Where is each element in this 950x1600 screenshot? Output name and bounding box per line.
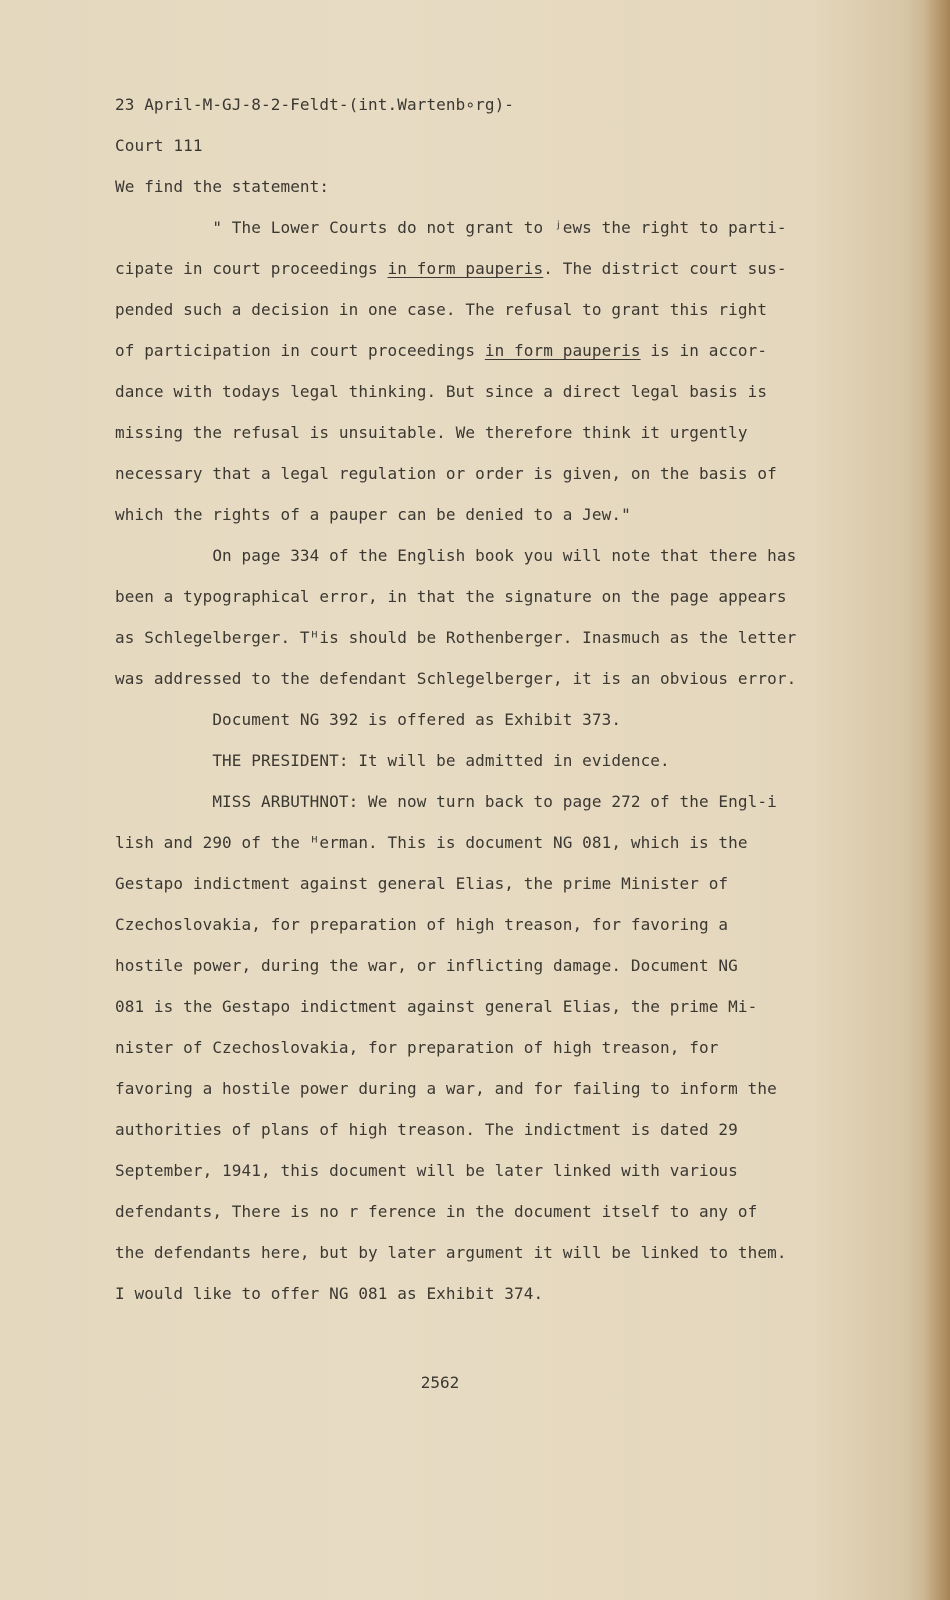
- text-line: was addressed to the defendant Schlegelberger, it is an obvious error.: [115, 669, 797, 688]
- text-line: hostile power, during the war, or inflicting damage. Document NG: [115, 956, 738, 975]
- typed-transcript: [115, 84, 845, 1314]
- text-segment: cipate in court proceedings: [115, 259, 388, 278]
- text-line: Czechoslovakia, for preparation of high treason, for favoring a: [115, 915, 729, 934]
- text-line: We find the statement:: [115, 177, 330, 196]
- text-line: [115, 248, 845, 289]
- text-line: the defendants here, but by later argument it will be linked to them.: [115, 1243, 787, 1262]
- header-line-session: 23 April-M-GJ-8-2-Feldt-(int.Wartenb∘rg)-: [115, 95, 515, 114]
- text-line: nister of Czechoslovakia, for preparation of high treason, for: [115, 1038, 719, 1057]
- text-line: lish and 290 of the ᴴerman. This is document NG 081, which is the: [115, 833, 748, 852]
- text-segment: of participation in court proceedings: [115, 341, 485, 360]
- text-line: THE PRESIDENT: It will be admitted in evidence.: [115, 751, 670, 770]
- text-line: On page 334 of the English book you will note that there has: [115, 546, 797, 565]
- text-segment: is in accor-: [640, 341, 768, 360]
- page-number: 2562: [420, 1373, 460, 1392]
- text-line: missing the refusal is unsuitable. We therefore think it urgently: [115, 423, 748, 442]
- text-line: I would like to offer NG 081 as Exhibit 374.: [115, 1284, 544, 1303]
- text-segment: . The district court sus-: [543, 259, 787, 278]
- page-edge-shadow: [924, 0, 950, 1600]
- text-line: Document NG 392 is offered as Exhibit 373.: [115, 710, 622, 729]
- text-line: Gestapo indictment against general Elias, the prime Minister of: [115, 874, 729, 893]
- text-line: favoring a hostile power during a war, and for failing to inform the: [115, 1079, 777, 1098]
- text-line: as Schlegelberger. Tᴴis should be Rothenberger. Inasmuch as the letter: [115, 628, 797, 647]
- underlined-phrase: in form pauperis: [484, 341, 641, 360]
- text-line: pended such a decision in one case. The refusal to grant this right: [115, 300, 768, 319]
- text-line: authorities of plans of high treason. The indictment is dated 29: [115, 1120, 738, 1139]
- text-line: necessary that a legal regulation or order is given, on the basis of: [115, 464, 777, 483]
- header-line-court: Court 111: [115, 136, 203, 155]
- text-line: [115, 330, 845, 371]
- text-line: been a typographical error, in that the signature on the page appears: [115, 587, 787, 606]
- text-line: dance with todays legal thinking. But since a direct legal basis is: [115, 382, 768, 401]
- text-line: 081 is the Gestapo indictment against general Elias, the prime Mi-: [115, 997, 758, 1016]
- text-line: September, 1941, this document will be later linked with various: [115, 1161, 738, 1180]
- text-line: defendants, There is no r ference in the document itself to any of: [115, 1202, 758, 1221]
- text-line: " The Lower Courts do not grant to ʲews the right to parti-: [115, 218, 787, 237]
- underlined-phrase: in form pauperis: [387, 259, 544, 278]
- text-line: MISS ARBUTHNOT: We now turn back to page 272 of the Engl-i: [115, 792, 777, 811]
- text-line: which the rights of a pauper can be denied to a Jew.": [115, 505, 631, 524]
